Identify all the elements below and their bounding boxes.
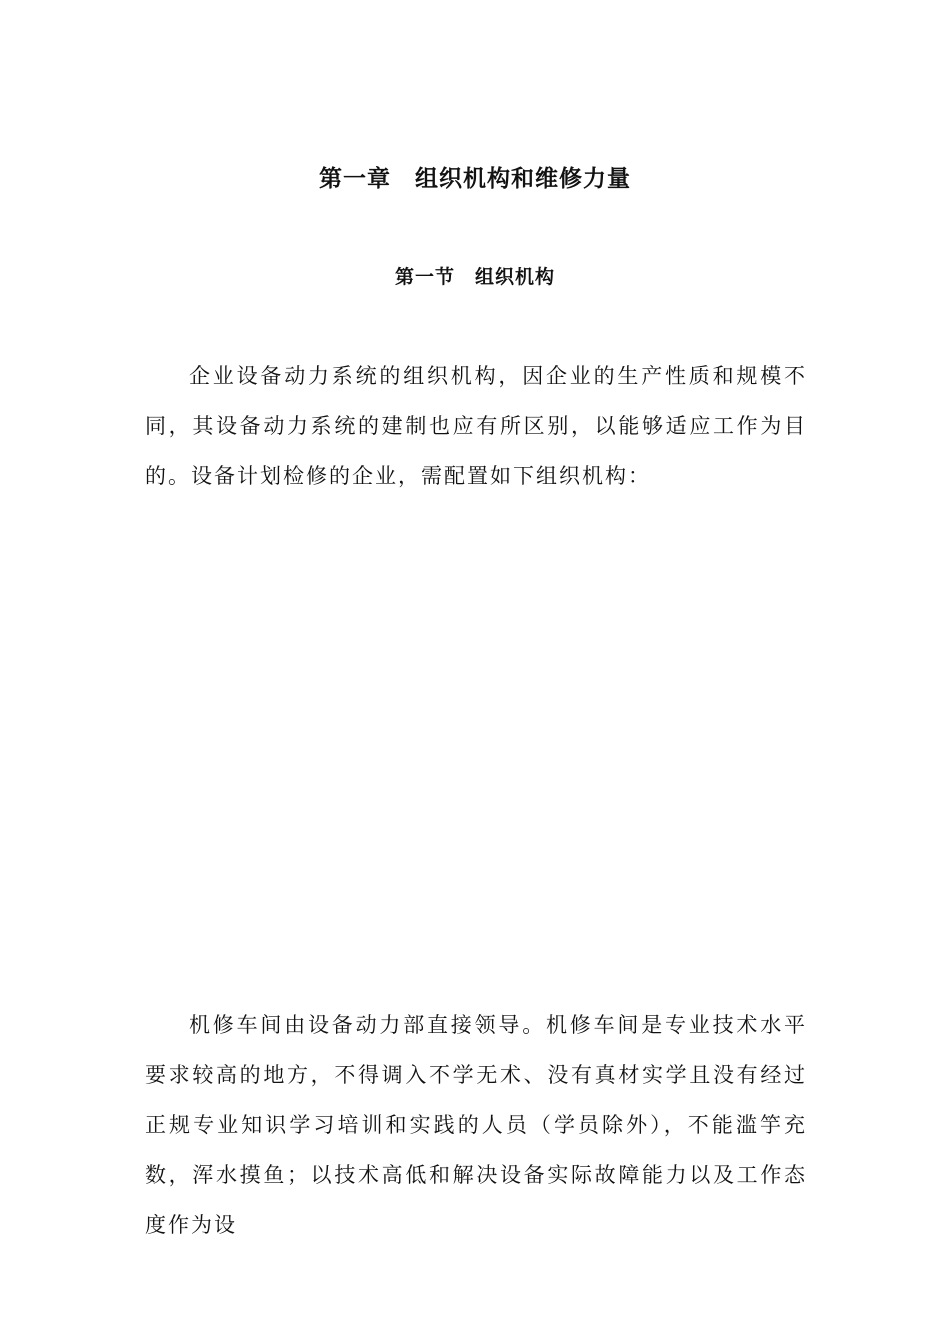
section-title: 第一节 组织机构 <box>394 266 555 288</box>
blank-diagram-area <box>145 510 807 980</box>
chapter-title: 第一章 组织机构和维修力量 <box>319 166 631 192</box>
workshop-paragraph: 机修车间由设备动力部直接领导。机修车间是专业技术水平要求较高的地方，不得调入不学无术、没有真材实学且没有经过正规专业知识学习培训和实践的人员（学员除外），不能滥竽充数，浑水摸鱼；以技术高低和解决设备实际故障能力以及工作态度作为设 <box>145 1013 807 1237</box>
intro-paragraph: 企业设备动力系统的组织机构，因企业的生产性质和规模不同，其设备动力系统的建制也应有所区别，以能够适应工作为目的。设备计划检修的企业，需配置如下组织机构： <box>145 364 807 488</box>
